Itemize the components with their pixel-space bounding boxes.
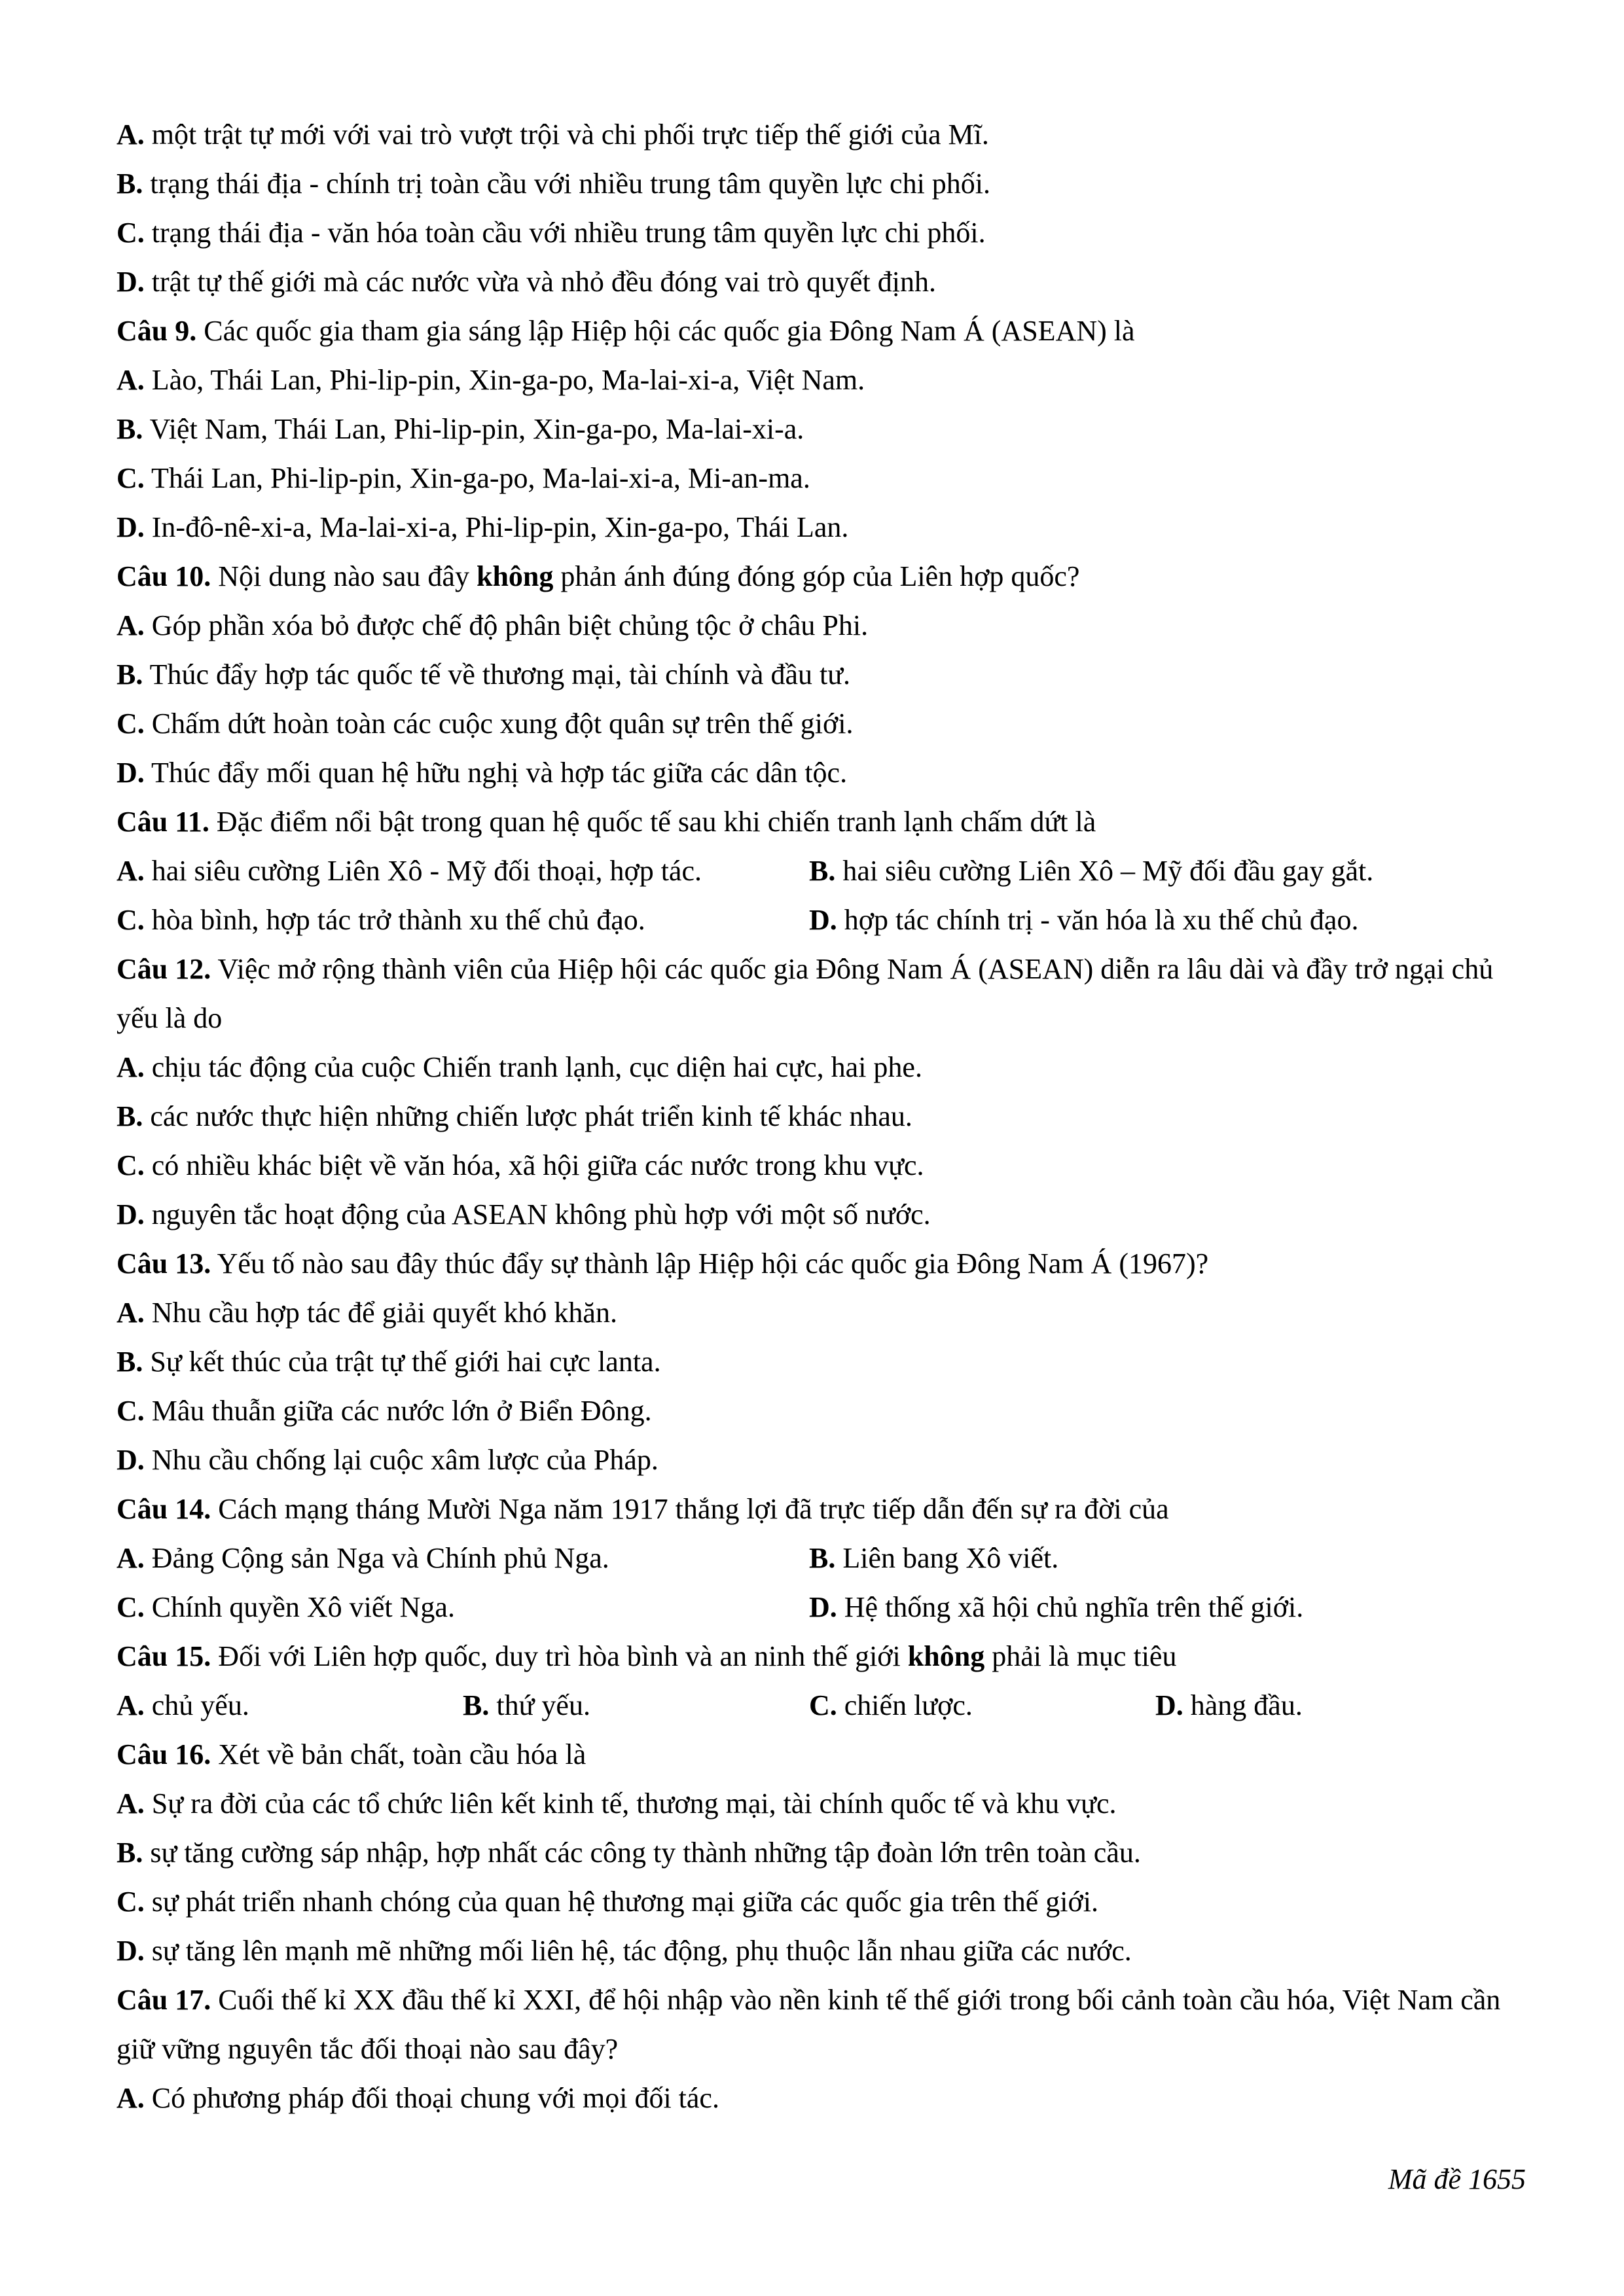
option-text: sự tăng lên mạnh mẽ những mối liên hệ, tác động, phụ thuộc lẫn nhau giữa các nước.: [151, 1935, 1132, 1967]
q14-stem: [117, 1484, 1524, 1534]
option-text: Đảng Cộng sản Nga và Chính phủ Nga.: [151, 1542, 609, 1574]
q11-options-row-2: [117, 895, 1524, 944]
q9-option-c: [117, 454, 1524, 503]
option-letter: B.: [117, 1837, 143, 1869]
option-text: In-đô-nê-xi-a, Ma-lai-xi-a, Phi-lip-pin, Xin-ga-po, Thái Lan.: [151, 511, 849, 543]
option-letter: B.: [117, 413, 143, 445]
q8-option-c: [117, 208, 1524, 257]
exam-code-footer: Mã đề 1655: [1388, 2163, 1526, 2195]
q12-option-c: [117, 1141, 1524, 1190]
option-text: trạng thái địa - chính trị toàn cầu với nhiều trung tâm quyền lực chi phối.: [150, 168, 991, 200]
q11-option-c: [117, 895, 809, 944]
q12-option-a: [117, 1043, 1524, 1092]
q13-option-c: [117, 1386, 1524, 1435]
question-text: Cuối thế kỉ XX đầu thế kỉ XXI, để hội nhập vào nền kinh tế thế giới trong bối cảnh toàn cầu hóa, Việt Nam cần giữ vững nguyên tắc đối thoại nào sau đây?: [117, 1984, 1501, 2065]
option-text: chịu tác động của cuộc Chiến tranh lạnh, cục diện hai cực, hai phe.: [151, 1051, 922, 1083]
q15-option-c: [809, 1681, 1155, 1730]
q14-options-row-2: [117, 1583, 1524, 1632]
question-text: phải là mục tiêu: [992, 1640, 1177, 1672]
q9-option-a: [117, 355, 1524, 404]
option-letter: C.: [117, 904, 145, 936]
question-text: Yếu tố nào sau đây thúc đẩy sự thành lập Hiệp hội các quốc gia Đông Nam Á (1967)?: [217, 1247, 1209, 1280]
option-text: hai siêu cường Liên Xô - Mỹ đối thoại, hợp tác.: [151, 855, 702, 887]
q16-option-d: [117, 1926, 1524, 1975]
option-letter: D.: [1155, 1689, 1183, 1721]
option-letter: C.: [117, 1149, 145, 1181]
option-letter: D.: [117, 511, 145, 543]
q14-option-d: [809, 1583, 1303, 1632]
option-letter: C.: [117, 217, 145, 249]
option-letter: D.: [117, 1198, 145, 1230]
q17-stem: [117, 1975, 1524, 2073]
question-text: Đặc điểm nổi bật trong quan hệ quốc tế sau khi chiến tranh lạnh chấm dứt là: [216, 806, 1096, 838]
q11-option-a: [117, 846, 809, 895]
option-text: Lào, Thái Lan, Phi-lip-pin, Xin-ga-po, Ma-lai-xi-a, Việt Nam.: [151, 364, 865, 396]
option-letter: C.: [117, 1395, 145, 1427]
question-text: phản ánh đúng đóng góp của Liên hợp quốc?: [560, 560, 1080, 592]
option-letter: D.: [117, 266, 145, 298]
option-text: Thái Lan, Phi-lip-pin, Xin-ga-po, Ma-lai-xi-a, Mi-an-ma.: [151, 462, 810, 494]
question-label: Câu 11.: [117, 806, 209, 838]
q14-option-b: [809, 1534, 1058, 1583]
option-letter: D.: [117, 1444, 145, 1476]
option-text: Sự kết thúc của trật tự thế giới hai cực lanta.: [150, 1346, 661, 1378]
q13-option-b: [117, 1337, 1524, 1386]
option-letter: B.: [809, 1542, 836, 1574]
option-letter: B.: [117, 1346, 143, 1378]
option-letter: B.: [117, 658, 143, 691]
option-text: nguyên tắc hoạt động của ASEAN không phù hợp với một số nước.: [151, 1198, 931, 1230]
option-letter: A.: [117, 1051, 145, 1083]
q11-option-b: [809, 846, 1373, 895]
option-text: hàng đầu.: [1190, 1689, 1303, 1721]
option-letter: A.: [117, 118, 145, 151]
option-text: thứ yếu.: [496, 1689, 590, 1721]
q14-option-a: [117, 1534, 809, 1583]
q16-option-b: [117, 1828, 1524, 1877]
option-text: có nhiều khác biệt về văn hóa, xã hội giữa các nước trong khu vực.: [151, 1149, 924, 1181]
question-text: Đối với Liên hợp quốc, duy trì hòa bình và an ninh thế giới: [218, 1640, 901, 1672]
question-text: Việc mở rộng thành viên của Hiệp hội các quốc gia Đông Nam Á (ASEAN) diễn ra lâu dài và đầy trở ngại chủ yếu là do: [117, 953, 1494, 1034]
option-text: Nhu cầu chống lại cuộc xâm lược của Pháp.: [151, 1444, 659, 1476]
q16-option-c: [117, 1877, 1524, 1926]
question-text: Xét về bản chất, toàn cầu hóa là: [218, 1738, 586, 1770]
option-letter: D.: [809, 1591, 837, 1623]
question-text: Các quốc gia tham gia sáng lập Hiệp hội các quốc gia Đông Nam Á (ASEAN) là: [204, 315, 1135, 347]
option-text: Chính quyền Xô viết Nga.: [151, 1591, 455, 1623]
option-letter: A.: [117, 855, 145, 887]
q10-option-d: [117, 748, 1524, 797]
question-emphasis: không: [476, 560, 554, 592]
q16-stem: [117, 1730, 1524, 1779]
option-letter: A.: [117, 1689, 145, 1721]
q11-options-row-1: [117, 846, 1524, 895]
q10-option-b: [117, 650, 1524, 699]
q9-option-b: [117, 404, 1524, 454]
question-text: Nội dung nào sau đây: [218, 560, 469, 592]
q9-stem: [117, 306, 1524, 355]
option-text: sự tăng cường sáp nhập, hợp nhất các công ty thành những tập đoàn lớn trên toàn cầu.: [150, 1837, 1141, 1869]
option-letter: D.: [117, 757, 145, 789]
q15-option-a: [117, 1681, 463, 1730]
option-text: chủ yếu.: [151, 1689, 249, 1721]
q9-option-d: [117, 503, 1524, 552]
option-text: Nhu cầu hợp tác để giải quyết khó khăn.: [151, 1297, 617, 1329]
q11-option-d: [809, 895, 1358, 944]
q8-option-a: [117, 110, 1524, 159]
q8-option-b: [117, 159, 1524, 208]
option-letter: A.: [117, 609, 145, 641]
q12-option-d: [117, 1190, 1524, 1239]
q16-option-a: [117, 1779, 1524, 1828]
option-letter: A.: [117, 1542, 145, 1574]
question-emphasis: không: [907, 1640, 985, 1672]
option-letter: D.: [117, 1935, 145, 1967]
option-text: Có phương pháp đối thoại chung với mọi đối tác.: [151, 2082, 719, 2114]
question-label: Câu 13.: [117, 1247, 211, 1280]
option-text: Sự ra đời của các tổ chức liên kết kinh tế, thương mại, tài chính quốc tế và khu vực.: [151, 1787, 1117, 1820]
option-text: Chấm dứt hoàn toàn các cuộc xung đột quân sự trên thế giới.: [151, 708, 854, 740]
option-text: chiến lược.: [844, 1689, 973, 1721]
question-label: Câu 10.: [117, 560, 211, 592]
q10-option-a: [117, 601, 1524, 650]
question-label: Câu 14.: [117, 1493, 211, 1525]
option-letter: B.: [117, 168, 143, 200]
option-letter: C.: [117, 1591, 145, 1623]
option-text: trật tự thế giới mà các nước vừa và nhỏ đều đóng vai trò quyết định.: [151, 266, 936, 298]
option-text: Hệ thống xã hội chủ nghĩa trên thế giới.: [844, 1591, 1304, 1623]
q14-options-row-1: [117, 1534, 1524, 1583]
q15-options-row: [117, 1681, 1524, 1730]
option-letter: C.: [117, 462, 145, 494]
q10-option-c: [117, 699, 1524, 748]
q12-option-b: [117, 1092, 1524, 1141]
option-text: hòa bình, hợp tác trở thành xu thế chủ đạo.: [151, 904, 645, 936]
option-text: Mâu thuẫn giữa các nước lớn ở Biển Đông.: [151, 1395, 652, 1427]
option-text: hai siêu cường Liên Xô – Mỹ đối đầu gay gắt.: [842, 855, 1374, 887]
option-letter: A.: [117, 1297, 145, 1329]
option-letter: C.: [117, 708, 145, 740]
q15-stem: [117, 1632, 1524, 1681]
q10-stem: [117, 552, 1524, 601]
q14-option-c: [117, 1583, 809, 1632]
q15-option-d: [1155, 1681, 1303, 1730]
q11-stem: [117, 797, 1524, 846]
option-letter: B.: [117, 1100, 143, 1132]
option-text: một trật tự mới với vai trò vượt trội và chi phối trực tiếp thế giới của Mĩ.: [151, 118, 989, 151]
option-text: trạng thái địa - văn hóa toàn cầu với nhiều trung tâm quyền lực chi phối.: [151, 217, 986, 249]
q13-option-d: [117, 1435, 1524, 1484]
q12-stem: [117, 944, 1524, 1043]
option-letter: D.: [809, 904, 837, 936]
option-letter: A.: [117, 1787, 145, 1820]
option-text: Góp phần xóa bỏ được chế độ phân biệt chủng tộc ở châu Phi.: [151, 609, 869, 641]
q13-stem: [117, 1239, 1524, 1288]
question-label: Câu 9.: [117, 315, 197, 347]
option-letter: B.: [463, 1689, 490, 1721]
q8-option-d: [117, 257, 1524, 306]
question-text: Cách mạng tháng Mười Nga năm 1917 thắng lợi đã trực tiếp dẫn đến sự ra đời của: [218, 1493, 1169, 1525]
option-text: sự phát triển nhanh chóng của quan hệ thương mại giữa các quốc gia trên thế giới.: [151, 1886, 1098, 1918]
option-text: các nước thực hiện những chiến lược phát triển kinh tế khác nhau.: [150, 1100, 912, 1132]
exam-content: [117, 110, 1524, 2123]
option-letter: A.: [117, 364, 145, 396]
question-label: Câu 15.: [117, 1640, 211, 1672]
option-letter: A.: [117, 2082, 145, 2114]
option-letter: C.: [809, 1689, 837, 1721]
q13-option-a: [117, 1288, 1524, 1337]
option-text: Việt Nam, Thái Lan, Phi-lip-pin, Xin-ga-po, Ma-lai-xi-a.: [149, 413, 804, 445]
option-text: Thúc đẩy mối quan hệ hữu nghị và hợp tác giữa các dân tộc.: [151, 757, 848, 789]
question-label: Câu 17.: [117, 1984, 211, 2016]
option-text: Thúc đẩy hợp tác quốc tế về thương mại, tài chính và đầu tư.: [149, 658, 851, 691]
option-letter: B.: [809, 855, 836, 887]
question-label: Câu 12.: [117, 953, 211, 985]
option-text: hợp tác chính trị - văn hóa là xu thế chủ đạo.: [844, 904, 1359, 936]
option-letter: C.: [117, 1886, 145, 1918]
question-label: Câu 16.: [117, 1738, 211, 1770]
option-text: Liên bang Xô viết.: [842, 1542, 1059, 1574]
q15-option-b: [463, 1681, 809, 1730]
q17-option-a: [117, 2073, 1524, 2123]
